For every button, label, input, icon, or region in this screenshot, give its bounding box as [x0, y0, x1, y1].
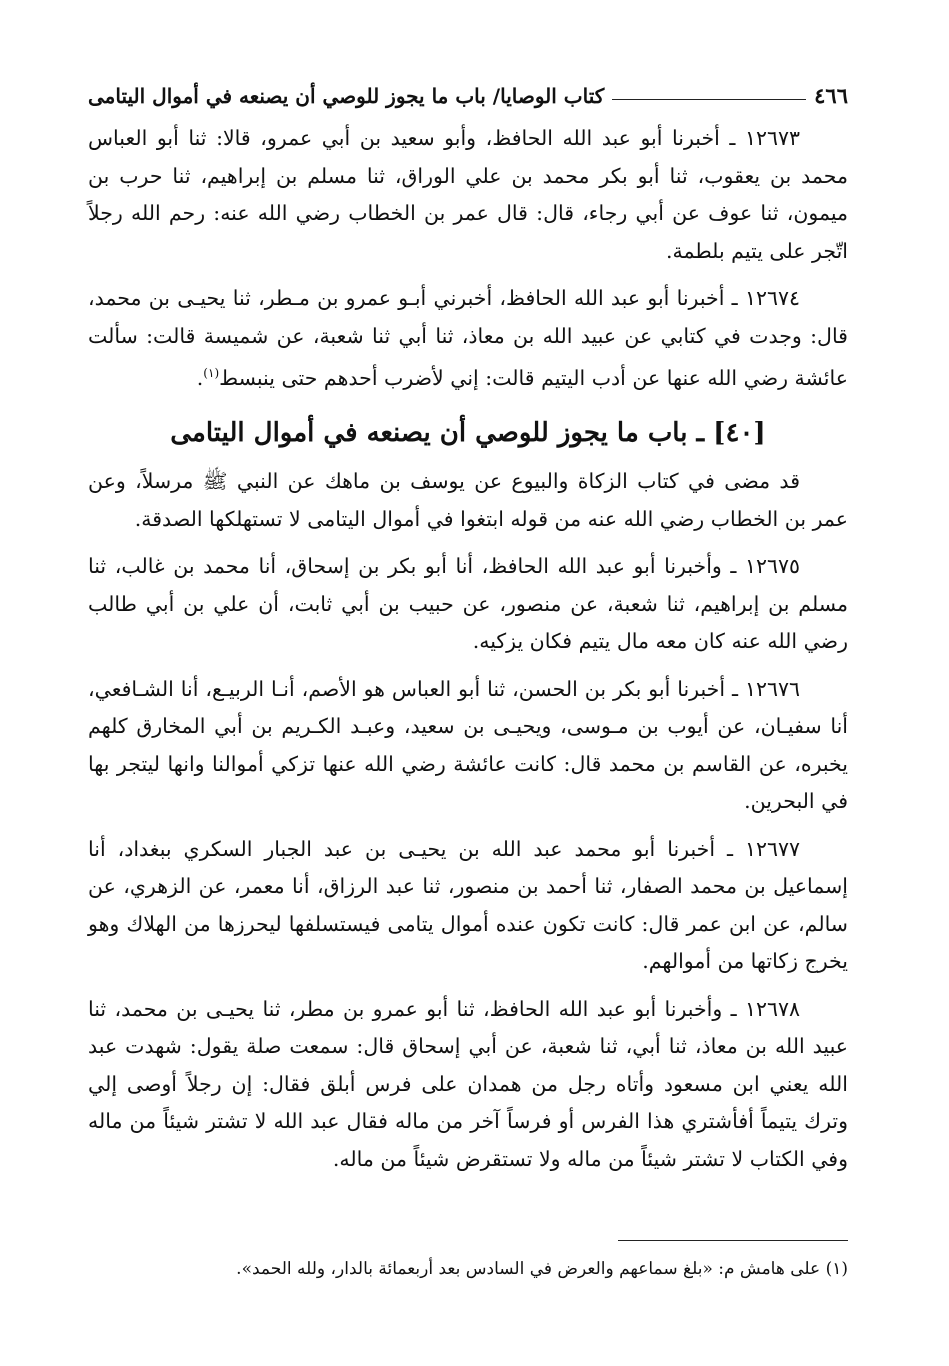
- hadith-12673: ١٢٦٧٣ ـ أخبرنا أبو عبد الله الحافظ، وأبو سعيد بن أبي عمرو، قالا: ثنا أبو العباس محمد بن يعقوب، ثنا أبو بكر محمد بن علي الوراق، ثنا مسلم بن إبراهيم، ثنا حرب بن ميمون، ثنا عوف عن أبي رجاء، قال: قال عمر بن الخطاب رضي الله عنه: رحم الله رجلاً اتّجر على يتيم بلطمة.: [88, 126, 848, 263]
- footnote-section: [88, 1240, 848, 1283]
- page-number: ٤٦٦: [814, 83, 848, 108]
- chapter-heading: [٤٠] ـ باب ما يجوز للوصي أن يصنعه في أموال اليتامى: [170, 418, 766, 449]
- hadith-12674-text: ١٢٦٧٤ ـ أخبرنا أبو عبد الله الحافظ، أخبرني أبـو عمرو بن مـطر، ثنا يحيـى بن محمد، قال: وجدت في كتابي عن عبيد الله بن معاذ، ثنا أبي ثنا شعبة، عن شميسة قالت: سألت عائشة رضي الله عنها عن أدب اليتيم قالت: إني لأضرب أحدهم حتى ينبسط: [88, 286, 848, 390]
- footnote-rule: [618, 1240, 848, 1241]
- footnote-marker: (١): [203, 366, 220, 380]
- footnote-1: (١) على هامش م: «بلغ سماعهم والعرض في السادس بعد أربعمائة بالدار، ولله الحمد».: [236, 1259, 848, 1279]
- header-rule: [612, 99, 806, 100]
- hadith-12675: ١٢٦٧٥ ـ وأخبرنا أبو عبد الله الحافظ، أنا أبو بكر بن إسحاق، أنا محمد بن غالب، ثنا مسلم بن إبراهيم، ثنا شعبة، عن منصور، عن حبيب بن أبي ثابت، أن علي بن أبي طالب رضي الله عنه كان معه مال يتيم فكان يزكيه.: [88, 554, 848, 654]
- hadith-12674: ١٢٦٧٤ ـ أخبرنا أبو عبد الله الحافظ، أخبرني أبـو عمرو بن مـطر، ثنا يحيـى بن محمد، قال: وجدت في كتابي عن عبيد الله بن معاذ، ثنا أبي ثنا شعبة، عن شميسة قالت: سألت عائشة رضي الله عنها عن أدب اليتيم قالت: إني لأضرب أحدهم حتى ينبسط$^{(١)}$.: [88, 286, 848, 390]
- page-body: [88, 68, 848, 1178]
- hadith-12678: ١٢٦٧٨ ـ وأخبرنا أبو عبد الله الحافظ، ثنا أبو عمرو بن مطر، ثنا يحيـى بن محمد، ثنا عبيد الله بن معاذ، ثنا أبي، ثنا شعبة، عن أبي إسحاق قال: سمعت صلة يقول: شهدت عبد الله يعني ابن مسعود وأتاه رجل من همدان على فرس أبلق فقال: إن رجلاً أوصى إلي وترك يتيماً أفأشتري هذا الفرس أو فرساً آخر من ماله فقال عبد الله لا تشتر شيئاً من ماله وفي الكتاب لا تشتر شيئاً من ماله ولا تستقرض شيئاً من ماله.: [88, 996, 848, 1171]
- running-header: [88, 68, 848, 108]
- hadith-12676: ١٢٦٧٦ ـ أخبرنا أبو بكر بن الحسن، ثنا أبو العباس هو الأصم، أنـا الربيـع، أنا الشـافعي، أنا سفيـان، عن أيوب بن مـوسى، ويحيـى بن سعيد، وعبـد الكـريم بن أبي المخارق كلهم يخبره، عن القاسم بن محمد قال: كانت عائشة رضي الله عنها تزكي أموالنا وانها ليتجر بها في البحرين.: [88, 676, 848, 814]
- running-title: كتاب الوصايا/ باب ما يجوز للوصي أن يصنعه في أموال اليتامى: [88, 84, 605, 108]
- hadith-12677: ١٢٦٧٧ ـ أخبرنا أبو محمد عبد الله بن يحيـى بن عبد الجبار السكري ببغداد، أنا إسماعيل بن محمد الصفار، ثنا أحمد بن منصور، ثنا عبد الرزاق، أنا معمر، عن الزهري، عن سالم، عن ابن عمر قال: كانت تكون عنده أموال يتامى فيستسلفها ليحرزها من الهلاك وهو يخرج زكاتها من أموالهم.: [88, 836, 848, 974]
- intro-paragraph: قد مضى في كتاب الزكاة والبيوع عن يوسف بن ماهك عن النبي ﷺ مرسلاً، وعن عمر بن الخطاب رضي الله عنه من قوله ابتغوا في أموال اليتامى لا تستهلكها الصدقة.: [88, 469, 848, 531]
